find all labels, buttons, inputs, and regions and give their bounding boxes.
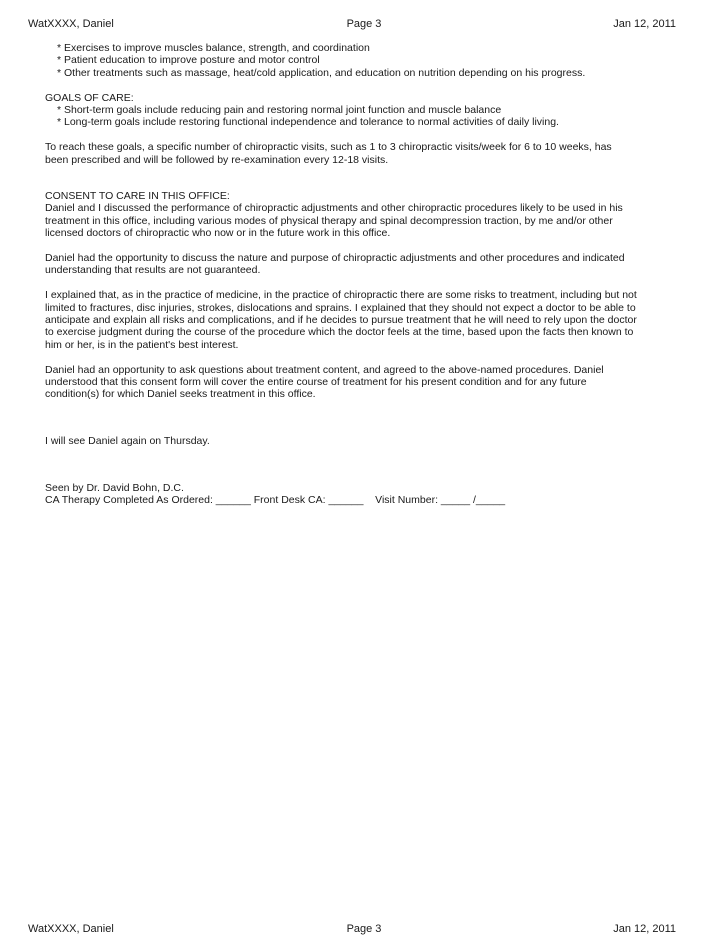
paragraph-line: condition(s) for which Daniel seeks treatment in this office. — [45, 388, 316, 401]
treatment-list — [45, 42, 670, 79]
treatment-item: * Exercises to improve muscles balance, strength, and coordination — [57, 42, 370, 54]
seen-by-line: Seen by Dr. David Bohn, D.C. — [45, 482, 184, 495]
plan-line: been prescribed and will be followed by re-examination every 12-18 visits. — [45, 153, 389, 166]
paragraph-line: understood that this consent form will cover the entire course of treatment for his present condition and for any future — [45, 376, 587, 389]
paragraph-line: him or her, is in the patient's best interest. — [45, 338, 239, 351]
treatment-item: * Patient education to improve posture and motor control — [57, 54, 320, 67]
page-header — [0, 16, 728, 32]
consent-heading: CONSENT TO CARE IN THIS OFFICE: — [45, 190, 230, 203]
footer-date: Jan 12, 2011 — [613, 923, 676, 935]
header-patient-name: WatXXXX, Daniel — [28, 18, 114, 30]
paragraph-line: Daniel and I discussed the performance of chiropractic adjustments and other chiropractic procedures likely to be used in his — [45, 202, 623, 215]
paragraph-line: limited to fractures, disc injuries, strokes, dislocations and sprains. I explained that they should not expect a doctor to be able to — [45, 301, 636, 314]
paragraph-line: licensed doctors of chiropractic who now or in the future work in this office. — [45, 227, 391, 240]
followup-note: I will see Daniel again on Thursday. — [45, 435, 210, 448]
therapy-completion-line: CA Therapy Completed As Ordered: ______ Front Desk CA: ______ Visit Number: _____ /_____ — [45, 494, 506, 507]
goal-item: * Short-term goals include reducing pain and restoring normal joint function and muscle balance — [57, 104, 502, 117]
consent-paragraph — [45, 202, 670, 239]
paragraph-line: to exercise judgment during the course of the procedure which the doctor feels at the time, based upon the facts then known to — [45, 326, 634, 339]
plan-line: To reach these goals, a specific number of chiropractic visits, such as 1 to 3 chiropractic visits/week for 6 to 10 weeks, has — [45, 141, 612, 154]
header-date: Jan 12, 2011 — [613, 18, 676, 30]
paragraph-line: Daniel had an opportunity to ask questions about treatment content, and agreed to the above-named procedures. Daniel — [45, 363, 604, 376]
consent-paragraph — [45, 252, 670, 277]
goals-section — [45, 92, 670, 129]
consent-section — [45, 190, 670, 401]
goals-heading: GOALS OF CARE: — [45, 91, 134, 104]
paragraph-line: Daniel had the opportunity to discuss the nature and purpose of chiropractic adjustments and other procedures and indicated — [45, 252, 625, 265]
paragraph-line: I explained that, as in the practice of medicine, in the practice of chiropractic there are some risks to treatment, including but not — [45, 289, 637, 302]
footer-page-number: Page 3 — [346, 923, 382, 935]
paragraph-line: treatment in this office, including various modes of physical therapy and spinal decompression traction, by me and/or other — [45, 214, 613, 227]
consent-paragraph — [45, 289, 670, 351]
goal-item: * Long-term goals include restoring functional independence and tolerance to normal activities of daily living. — [57, 116, 559, 129]
page-footer — [0, 921, 728, 937]
paragraph-line: understanding that results are not guaranteed. — [45, 264, 261, 277]
plan-paragraph — [45, 141, 670, 166]
consent-paragraph — [45, 364, 670, 401]
document-body — [45, 42, 670, 507]
treatment-item: * Other treatments such as massage, heat/cold application, and education on nutrition depending on his progress. — [57, 66, 586, 79]
footer-patient-name: WatXXXX, Daniel — [28, 923, 114, 935]
paragraph-line: anticipate and explain all risks and complications, and if he decides to pursue treatment that he will need to rely upon the doctor — [45, 314, 637, 327]
signoff-section — [45, 482, 670, 507]
header-page-number: Page 3 — [346, 18, 382, 30]
